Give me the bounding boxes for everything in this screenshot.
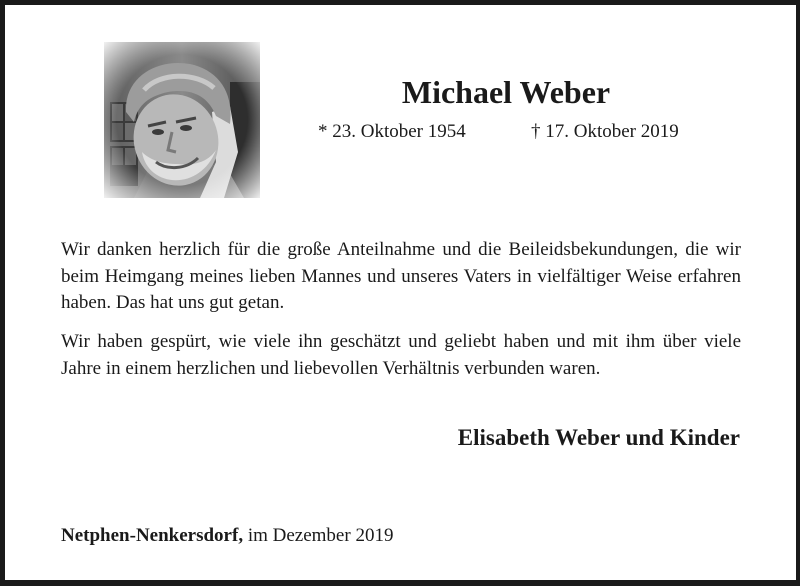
family-signature: Elisabeth Weber und Kinder xyxy=(457,425,740,450)
death-date: † 17. Oktober 2019 xyxy=(531,121,679,142)
place-name: Netphen-Nenkersdorf, xyxy=(61,525,244,546)
notice-date: im Dezember 2019 xyxy=(243,525,394,546)
birth-date: * 23. Oktober 1954 xyxy=(318,121,466,142)
thanks-paragraph: Wir danken herzlich für die große Anteilnahme und die Beileidsbekundungen, die wir beim Heimgang meines lieben Mannes und unseres Vaters in vielfältiger Weise erfahren haben. Das hat uns gut getan. xyxy=(61,239,741,313)
memory-paragraph: Wir haben gespürt, wie viele ihn geschätzt und geliebt haben und mit ihm über viele Jahre in einem herzlichen und liebevollen Verhältnis verbunden waren. xyxy=(61,331,741,379)
deceased-name: Michael Weber xyxy=(401,74,611,110)
portrait-photo xyxy=(104,42,260,198)
place-date-line xyxy=(61,523,393,549)
